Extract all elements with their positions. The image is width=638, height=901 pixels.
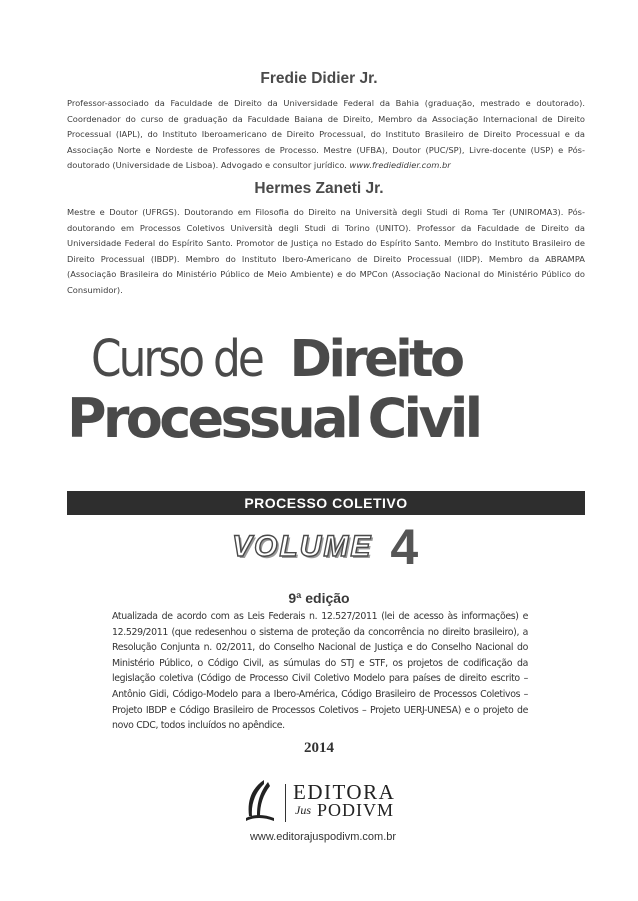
author-bio-text: Professor-associado da Faculdade de Direito da Universidade Federal da Bahia (graduação, mestrado e doutorado). Coordenador do curso de graduação da Faculdade Baiana de Direito, Membro da Associação Internacional de Direito Processual (IAPL), do Instituto Iberoamericano de Direito Processual, do Instituto Brasileiro de Direito Processual e da Associação Norte e Nordeste de Professores de Processo. Mestre (UFBA), Doutor (PUC/SP), Livre-docente (USP) e Pós-doutorado (Universidade de Lisboa). Advogado e consultor jurídico. (67, 98, 585, 171)
author-name-fredie: Fredie Didier Jr. (260, 70, 378, 87)
update-note: Atualizada de acordo com as Leis Federais n. 12.527/2011 (lei de acesso às informações) e 12.529/2011 (que redesenhou o sistema de proteção da concorrência no direito brasileiro), a Resolução Conjunta n. 02/2011, do Conselho Nacional de Justiça e do Conselho Nacional do Ministério Público, o Código Civil, as súmulas do STJ e STF, os projetos de codificação da legislação coletiva (Código de Processo Civil Coletivo Modelo para países de direito escrito – Antônio Gidi, Código-Modelo para a Ibero-América, Código Brasileiro de Processos Coletivos – Projeto IBDP e Código Brasileiro de Processos Coletivos – Projeto UERJ-UNESA) e o projeto de novo CDC, todos incluídos no apêndice. (112, 611, 528, 732)
title-bold-part: Direito (289, 330, 462, 389)
publisher-logo (238, 778, 418, 824)
author-name-hermes: Hermes Zaneti Jr. (254, 180, 384, 197)
author-bio-hermes: Mestre e Doutor (UFRGS). Doutorando em Filosofia do Direito na Università degli Studi di Roma Ter (UNIROMA3). Pós-doutorando em Processos Coletivos Università degli Studi di Torino (UNITO). Professor da Faculdade de Direito da Universidade Federal do Espírito Santo. Promotor de Justiça no Estado do Espírito Santo. Membro do Instituto Brasileiro de Direito Processual (IBDP). Membro do Instituto Ibero-Americano de Direito Processual (IIDP). Membro da ABRAMPA (Associação Brasileira do Ministério Público de Meio Ambiente) e do MPCon (Associação Nacional do Ministério Público do Consumidor). (67, 207, 585, 295)
publisher-name-editora: EDITORA (293, 780, 396, 804)
author-bio-fredie (67, 96, 585, 174)
edition-label: 9ª edição (288, 590, 350, 606)
title-processual: Processual (67, 387, 360, 450)
publisher-name-podivm: PODIVM (317, 800, 395, 820)
publisher-name-jus: Jus (295, 803, 311, 817)
volume-indicator (232, 519, 419, 575)
volume-number: 4 (390, 519, 419, 575)
author-website[interactable]: www.frediedidier.com.br (349, 160, 451, 171)
title-light-part: Curso de (91, 330, 262, 389)
book-title-line1 (67, 330, 609, 389)
subtitle-bar (67, 491, 585, 515)
book-title-line2 (67, 387, 585, 450)
subtitle-text: PROCESSO COLETIVO (244, 495, 408, 511)
title-civil: Civil (367, 387, 480, 450)
logo-divider (285, 784, 286, 822)
publication-year: 2014 (304, 740, 334, 756)
feather-quill-icon (238, 778, 282, 824)
publisher-website[interactable]: www.editorajuspodivm.com.br (249, 831, 397, 843)
volume-label: VOLUME (232, 530, 373, 563)
